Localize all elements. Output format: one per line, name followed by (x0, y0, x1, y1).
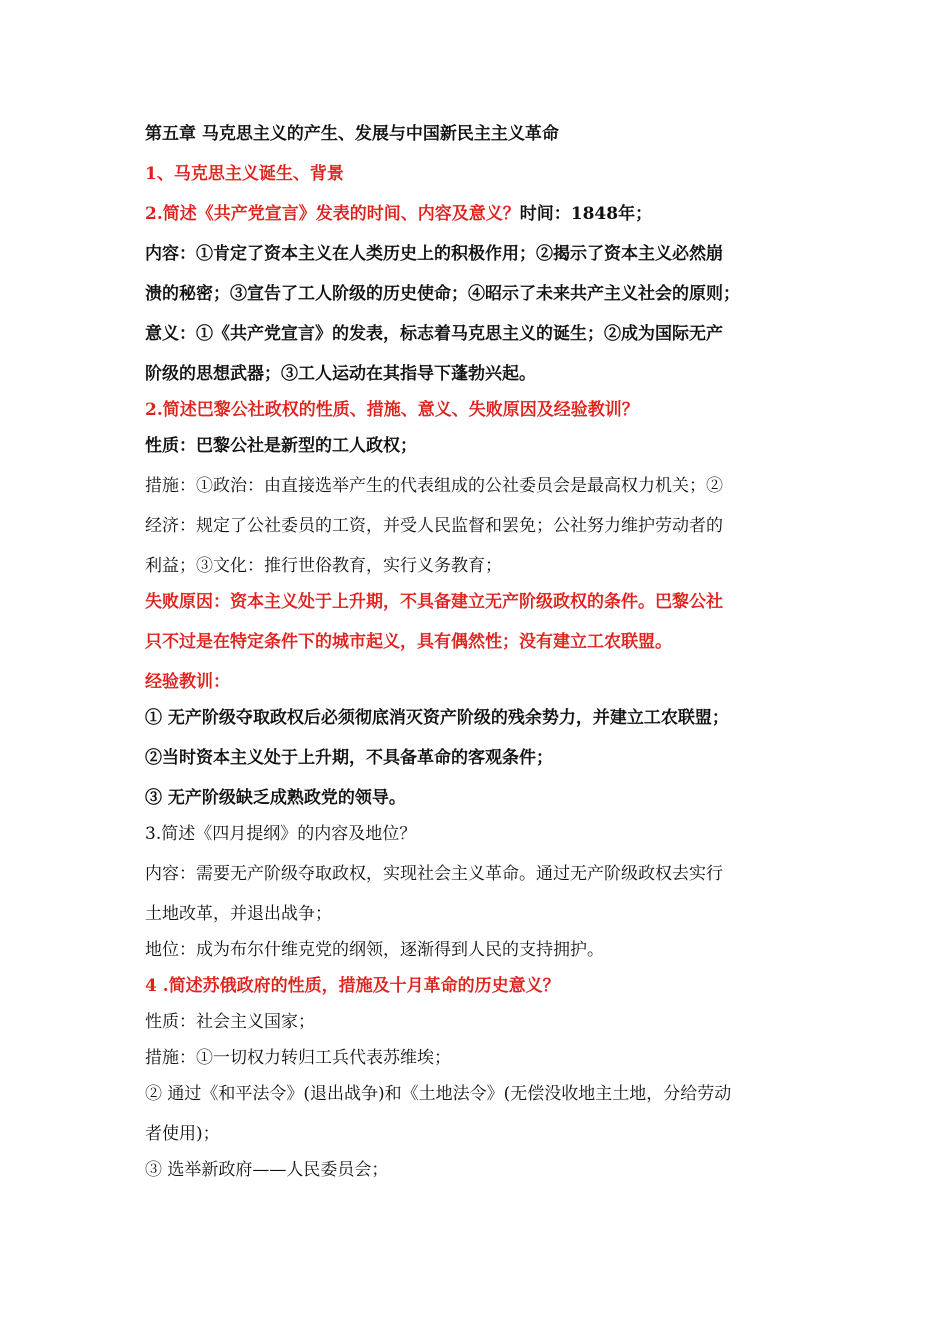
soviet-measure-2-line-1 (145, 1084, 810, 1104)
manifesto-significance-line-2 (145, 364, 810, 384)
question-paris-commune-text: 2.简述巴黎公社政权的性质、措施、意义、失败原因及经验教训？ (145, 400, 639, 420)
question-soviet-government (145, 976, 810, 996)
commune-nature-text: 性质：巴黎公社是新型的工人政权； (145, 436, 417, 456)
manifesto-content-line-1 (145, 244, 810, 264)
soviet-measure-3-text: ③ 选举新政府——人民委员会； (145, 1160, 389, 1180)
question-2-manifesto (145, 204, 810, 224)
commune-failure-line-2 (145, 632, 810, 652)
manifesto-significance-line-2-text: 阶级的思想武器；③工人运动在其指导下蓬勃兴起。 (145, 364, 536, 384)
commune-nature (145, 436, 810, 456)
manifesto-significance-line-1-text: 意义：①《共产党宣言》的发表，标志着马克思主义的诞生；②成为国际无产 (145, 324, 723, 344)
question-2-text: 2.简述《共产党宣言》发表的时间、内容及意义？ (145, 204, 520, 224)
commune-lessons-heading (145, 672, 810, 692)
commune-lesson-1 (145, 708, 810, 728)
document-page (145, 120, 810, 1180)
commune-measures-line-3-text: 利益；③文化：推行世俗教育，实行义务教育； (145, 556, 502, 576)
april-content-line-1-text: 内容：需要无产阶级夺取政权，实现社会主义革命。通过无产阶级政权去实行 (145, 864, 723, 884)
soviet-nature-text: 性质：社会主义国家； (145, 1012, 315, 1032)
commune-lessons-heading-text: 经验教训： (145, 672, 230, 692)
question-paris-commune (145, 400, 810, 420)
commune-measures-line-3 (145, 556, 810, 576)
manifesto-content-line-1-text: 内容：①肯定了资本主义在人类历史上的积极作用；②揭示了资本主义必然崩 (145, 244, 723, 264)
commune-measures-line-2 (145, 516, 810, 536)
soviet-measure-3 (145, 1160, 810, 1180)
commune-lesson-1-text: ① 无产阶级夺取政权后必须彻底消灭资产阶级的残余势力，并建立工农联盟； (145, 708, 729, 728)
soviet-measure-2-line-2 (145, 1124, 810, 1144)
soviet-measure-1-text: 措施：①一切权力转归工兵代表苏维埃； (145, 1048, 451, 1068)
commune-failure-line-1 (145, 592, 810, 612)
commune-lesson-2-text: ②当时资本主义处于上升期，不具备革命的客观条件； (145, 748, 553, 768)
commune-failure-line-2-text: 只不过是在特定条件下的城市起义，具有偶然性；没有建立工农联盟。 (145, 632, 672, 652)
manifesto-significance-line-1 (145, 324, 810, 344)
commune-lesson-3-text: ③ 无产阶级缺乏成熟政党的领导。 (145, 788, 406, 808)
manifesto-content-line-2 (145, 284, 810, 304)
question-april-theses (145, 824, 810, 844)
april-content-line-1 (145, 864, 810, 884)
april-status (145, 940, 810, 960)
commune-lesson-2 (145, 748, 810, 768)
question-2-time: 时间：1848年； (519, 204, 653, 224)
april-content-line-2 (145, 904, 810, 924)
chapter-title-text: 第五章 马克思主义的产生、发展与中国新民主主义革命 (145, 124, 559, 144)
soviet-measure-1 (145, 1048, 810, 1068)
commune-lesson-3 (145, 788, 810, 808)
april-status-text: 地位：成为布尔什维克党的纲领，逐渐得到人民的支持拥护。 (145, 940, 604, 960)
question-soviet-government-text: 4 .简述苏俄政府的性质，措施及十月革命的历史意义？ (145, 976, 560, 996)
section-heading-1-text: 1、马克思主义诞生、背景 (145, 164, 344, 184)
april-content-line-2-text: 土地改革，并退出战争； (145, 904, 332, 924)
question-april-theses-text: 3.简述《四月提纲》的内容及地位？ (145, 824, 417, 844)
chapter-title (145, 124, 810, 144)
commune-failure-line-1-text: 失败原因：资本主义处于上升期，不具备建立无产阶级政权的条件。巴黎公社 (145, 592, 723, 612)
soviet-measure-2-line-2-text: 者使用)； (145, 1124, 220, 1144)
commune-measures-line-2-text: 经济：规定了公社委员的工资，并受人民监督和罢免；公社努力维护劳动者的 (145, 516, 723, 536)
section-heading-1 (145, 164, 810, 184)
soviet-nature (145, 1012, 810, 1032)
soviet-measure-2-line-1-text: ② 通过《和平法令》(退出战争)和《土地法令》(无偿没收地主土地，分给劳动 (145, 1084, 732, 1104)
commune-measures-line-1 (145, 476, 810, 496)
manifesto-content-line-2-text: 溃的秘密；③宣告了工人阶级的历史使命；④昭示了未来共产主义社会的原则； (145, 284, 740, 304)
commune-measures-line-1-text: 措施：①政治：由直接选举产生的代表组成的公社委员会是最高权力机关；② (145, 476, 723, 496)
